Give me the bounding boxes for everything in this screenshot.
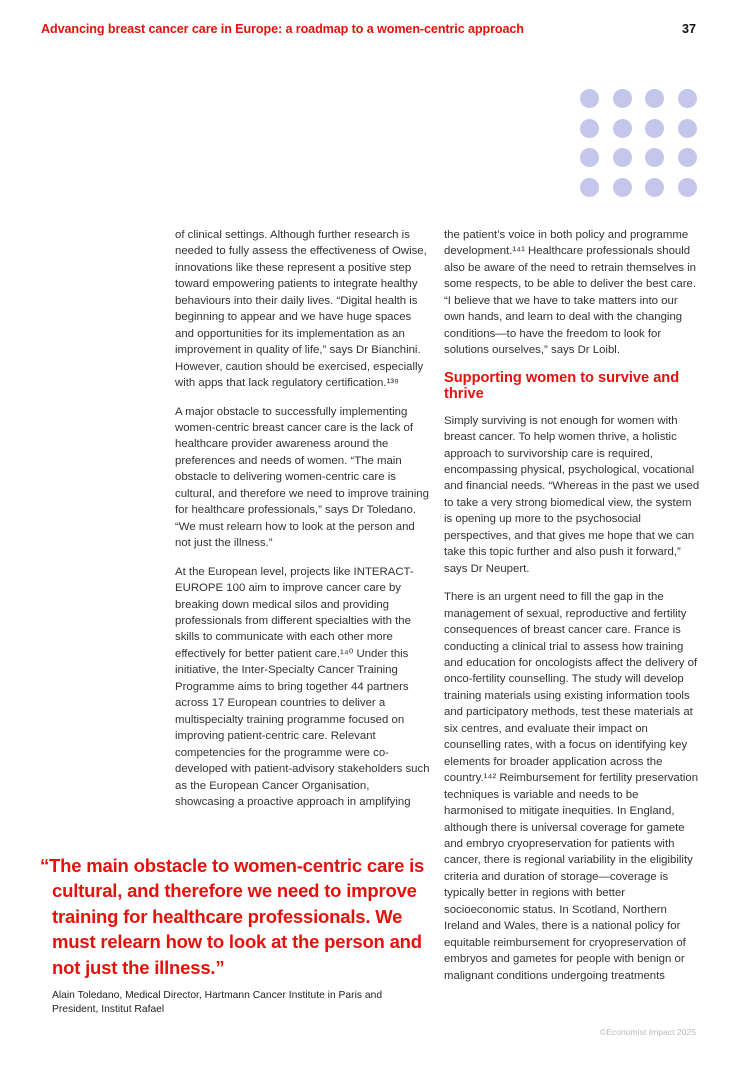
body-paragraph: A major obstacle to successfully implementing women-centric breast cancer care is the lack of healthcare provider awareness around the preferences and needs of women. “The main obstacle to delivering women-centric care is cultural, and therefore we need to improve training for healthcare professionals,” says Dr Toledano. “We must relearn how to look at the person and not just the illness.” [175,405,429,550]
pull-quote-attribution: Alain Toledano, Medical Director, Hartmann Cancer Institute in Paris and President, Institut Rafael [52,990,383,1016]
pull-quote [40,853,432,1017]
dot [645,178,664,197]
dot [580,148,599,167]
dot [678,178,697,197]
dot [613,119,632,138]
right-column [444,227,700,984]
dot [580,119,599,138]
dot [613,89,632,108]
body-paragraph: of clinical settings. Although further research is needed to fully assess the effectiveness of Owise, innovations like these represent a positive step toward empowering patients to integrate healthy behaviours into their daily lives. “Digital health is beginning to appear and we have huge spaces and opportunities for its implementation as an improvement in quality of life,” says Dr Bianchini. However, caution should be exercised, especially with apps that lack regulatory certification.¹³⁹ [175,229,427,390]
body-paragraph: At the European level, projects like INTERACT-EUROPE 100 aim to improve cancer care by breaking down medical silos and providing professionals from different specialties with the skills to communicate with each other more effectively for better patient care.¹⁴⁰ Under this initiative, the Inter-Specialty Cancer Training Programme aims to bring together 44 partners across 17 European countries to deliver a multispecialty training programme focused on improving patient-centric care. Relevant competencies for the programme were co-developed with patient-advisory stakeholders such as the European Cancer Organisation, showcasing a proactive approach in amplifying [175,565,430,808]
dot [613,178,632,197]
body-paragraph: the patient’s voice in both policy and programme development.¹⁴¹ Healthcare professionals should also be aware of the need to retrain themselves in some respects, to be able to deliver the best care. “I believe that we have to take matters into our own hands, and learn to deal with the changing conditions—to have the freedom to look for solutions ourselves,” says Dr Loibl. [444,229,697,357]
left-column [175,227,430,810]
page-number: 37 [681,22,696,36]
decorative-dot-grid [580,89,697,197]
dot [645,119,664,138]
dot [613,148,632,167]
pull-quote-text: “The main obstacle to women-centric care is cultural, and therefore we need to improve training for healthcare professionals. We must relearn how to look at the person and not just the illness.” [40,855,425,978]
dot [678,148,697,167]
section-heading: Supporting women to survive and thrive [444,369,680,403]
dot [580,89,599,108]
footer-copyright: ©Economist Impact 2025 [599,1027,696,1037]
header-title: Advancing breast cancer care in Europe: a roadmap to a women-centric approach [41,22,524,36]
body-paragraph: Simply surviving is not enough for women with breast cancer. To help women thrive, a holistic approach to survivorship care is required, encompassing physical, psychological, vocational and financial needs. “Whereas in the past we used to take a very strong biomedical view, the system is opening up more to the psychosocial perspectives, and that gives me hope that we can take this topic further and also push it forward,” says Dr Neupert. [444,414,700,575]
dot [580,178,599,197]
body-paragraph: There is an urgent need to fill the gap in the management of sexual, reproductive and fertility consequences of breast cancer care. France is conducting a clinical trial to assess how training and education for oncologists affect the delivery of onco-fertility counselling. The study will develop training materials using existing information tools and participatory methods, test these materials at six centres, and evaluate their impact on counselling rates, with a focus on identifying key elements for broader application across the country.¹⁴² Reimbursement for fertility preservation techniques is variable and needs to be harmonised to mitigate inequities. In England, although there is universal coverage for gamete and embryo cryopreservation for patients with cancer, there is regional variability in the eligibility criteria and duration of storage—coverage is typically better in regions with better socioeconomic status. In Scotland, Northern Ireland and Wales, there is a national policy for equitable reimbursement for cryopreservation of embryos and gametes for people with benign or malignant conditions undergoing treatments [444,591,699,982]
dot [645,148,664,167]
dot [645,89,664,108]
dot [678,89,697,108]
dot [678,119,697,138]
